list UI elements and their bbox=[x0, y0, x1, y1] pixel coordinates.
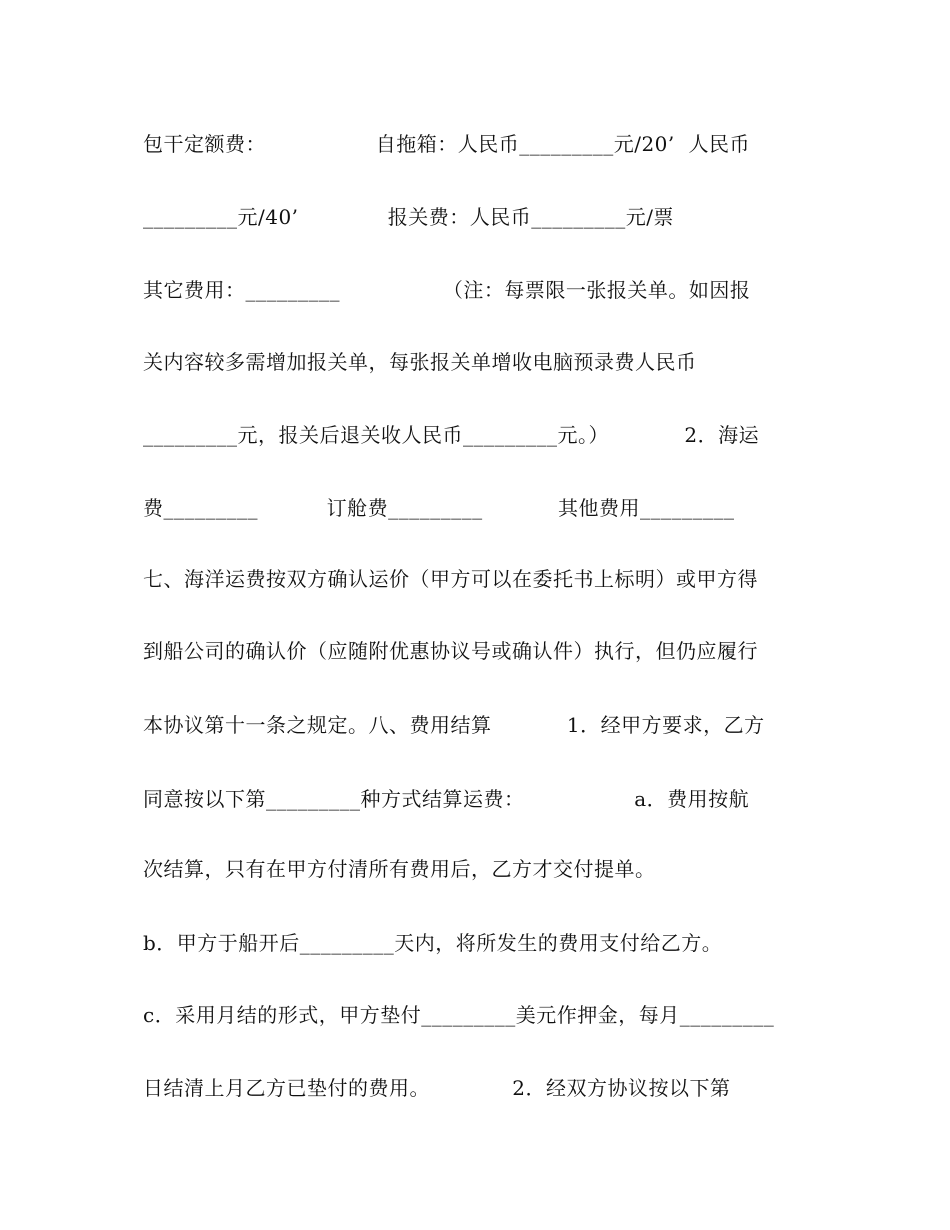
text-line: 本协议第十一条之规定。八、费用结算 1．经甲方要求，乙方 bbox=[143, 713, 765, 737]
text-line: 费_________ 订舱费_________ 其他费用_________ bbox=[143, 496, 735, 520]
text-line: c．采用月结的形式，甲方垫付_________美元作押金，每月_________ bbox=[143, 1003, 775, 1027]
text-line: 其它费用：_________ （注：每票限一张报关单。如因报 bbox=[143, 278, 751, 302]
text-line: 次结算，只有在甲方付清所有费用后，乙方才交付提单。 bbox=[143, 857, 656, 881]
text-line: 关内容较多需增加报关单，每张报关单增收电脑预录费人民币 bbox=[143, 350, 697, 374]
text-line: b．甲方于船开后_________天内，将所发生的费用支付给乙方。 bbox=[143, 931, 723, 955]
text-line: _________元，报关后退关收人民币_________元。） 2．海运 bbox=[143, 423, 760, 447]
text-line: 日结清上月乙方已垫付的费用。 2．经双方协议按以下第 bbox=[143, 1076, 731, 1100]
text-line: 同意按以下第_________种方式结算运费： a．费用按航 bbox=[143, 787, 750, 811]
text-line: _________元/40’ 报关费：人民币_________元/票 bbox=[143, 205, 674, 229]
text-line: 包干定额费： 自拖箱：人民币_________元/20’ 人民币 bbox=[143, 132, 750, 156]
text-line: 七、海洋运费按双方确认运价（甲方可以在委托书上标明）或甲方得 bbox=[143, 567, 758, 591]
text-line: 到船公司的确认价（应随附优惠协议号或确认件）执行，但仍应履行 bbox=[143, 639, 758, 663]
